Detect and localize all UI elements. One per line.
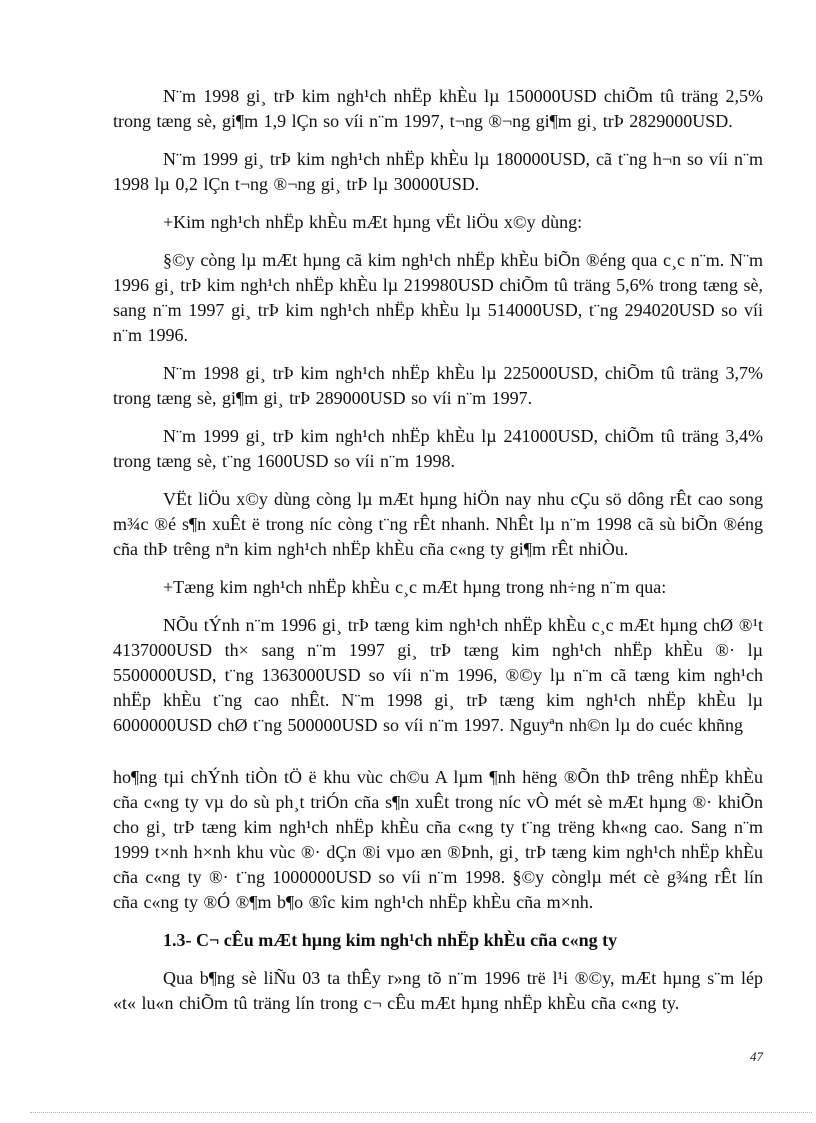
body-paragraph-continuation: ho¶ng tµi chÝnh tiÒn tÖ ë khu vùc ch©u A lµm ¶nh hëng ®Õn thÞ trêng nhËp khÈu cña c«ng ty vµ do sù ph¸t triÓn cña s¶n xuÊt trong níc vÒ mét sè mÆt hµng ®· khiÕn cho gi¸ trÞ tæng kim ngh¹ch nhËp khÈu cña c«ng ty t¨ng trëng kh«ng cao. Sang n¨m 1999 t×nh h×nh khu vùc ®· dÇn ®i vµo æn ®Þnh, gi¸ trÞ tæng kim ngh¹ch nhËp khÈu cña c«ng ty ®· t¨ng 1000000USD so víi n¨m 1998. §©y cònglµ mét cè g¾ng rÊt lín cña c«ng ty ®Ó ®¶m b¶o ®îc kim ngh¹ch nhËp khÈu cña m×nh. (113, 767, 763, 912)
body-paragraph: Qua b¶ng sè liÑu 03 ta thÊy r»ng tõ n¨m 1996 trë l¹i ®©y, mÆt hµng s¨m lép «t« lu«n chiÕm tû träng lín trong c¬ cÊu mÆt hµng nhËp khÈu cña c«ng ty. (113, 968, 763, 1013)
body-paragraph: +Tæng kim ngh¹ch nhËp khÈu c¸c mÆt hµng trong nh÷ng n¨m qua: (163, 577, 667, 597)
body-paragraph: NÕu tÝnh n¨m 1996 gi¸ trÞ tæng kim ngh¹ch nhËp khÈu c¸c mÆt hµng chØ ®¹t 4137000USD th× sang n¨m 1997 gi¸ trÞ tæng kim ngh¹ch nhËp khÈu ®· lµ 5500000USD, t¨ng 1363000USD so víi n¨m 1996, ®©y lµ n¨m cã tæng kim ngh¹ch nhËp khÈu t¨ng cao nhÊt. N¨m 1998 gi¸ trÞ tæng kim ngh¹ch nhËp khÈu lµ 6000000USD chØ t¨ng 500000USD so víi n¨m 1997. Nguyªn nh©n lµ do cuéc khñng (113, 615, 763, 735)
section-heading-1-3: 1.3- C¬ cÊu mÆt hµng kim ngh¹ch nhËp khÈu cña c«ng ty (163, 930, 618, 950)
body-paragraph: N¨m 1999 gi¸ trÞ kim ngh¹ch nhËp khÈu lµ 241000USD, chiÕm tû träng 3,4% trong tæng sè, t¨ng 1600USD so víi n¨m 1998. (113, 426, 763, 471)
body-paragraph: +Kim ngh¹ch nhËp khÈu mÆt hµng vËt liÖu x©y dùng: (163, 212, 583, 232)
page-number: 47 (750, 1049, 763, 1064)
body-paragraph: N¨m 1999 gi¸ trÞ kim ngh¹ch nhËp khÈu lµ 180000USD, cã t¨ng h¬n so víi n¨m 1998 lµ 0,2 lÇn t¬ng ®¬ng gi¸ trÞ lµ 30000USD. (113, 149, 763, 194)
body-paragraph: §©y còng lµ mÆt hµng cã kim ngh¹ch nhËp khÈu biÕn ®éng qua c¸c n¨m. N¨m 1996 gi¸ trÞ kim ngh¹ch nhËp khÈu lµ 219980USD chiÕm tû träng 5,6% trong tæng sè, sang n¨m 1997 gi¸ trÞ kim ngh¹ch nhËp khÈu lµ 514000USD, t¨ng 294020USD so víi n¨m 1996. (113, 250, 763, 345)
body-paragraph: VËt liÖu x©y dùng còng lµ mÆt hµng hiÖn nay nhu cÇu sö dông rÊt cao song m¾c ®é s¶n xuÊt ë trong níc còng t¨ng rÊt nhanh. NhÊt lµ n¨m 1998 cã sù biÕn ®éng cña thÞ trêng nªn kim ngh¹ch nhËp khÈu cña c«ng ty gi¶m rÊt nhiÒu. (113, 489, 763, 559)
body-paragraph: N¨m 1998 gi¸ trÞ kim ngh¹ch nhËp khÈu lµ 150000USD chiÕm tû träng 2,5% trong tæng sè, gi¶m 1,9 lÇn so víi n¨m 1997, t¬ng ®¬ng gi¶m gi¸ trÞ 2829000USD. (113, 86, 763, 131)
page-text-block (113, 84, 763, 1029)
page-bottom-dotted-rule (30, 1112, 812, 1113)
body-paragraph: N¨m 1998 gi¸ trÞ kim ngh¹ch nhËp khÈu lµ 225000USD, chiÕm tû träng 3,7% trong tæng sè, gi¶m gi¸ trÞ 289000USD so víi n¨m 1997. (113, 363, 763, 408)
